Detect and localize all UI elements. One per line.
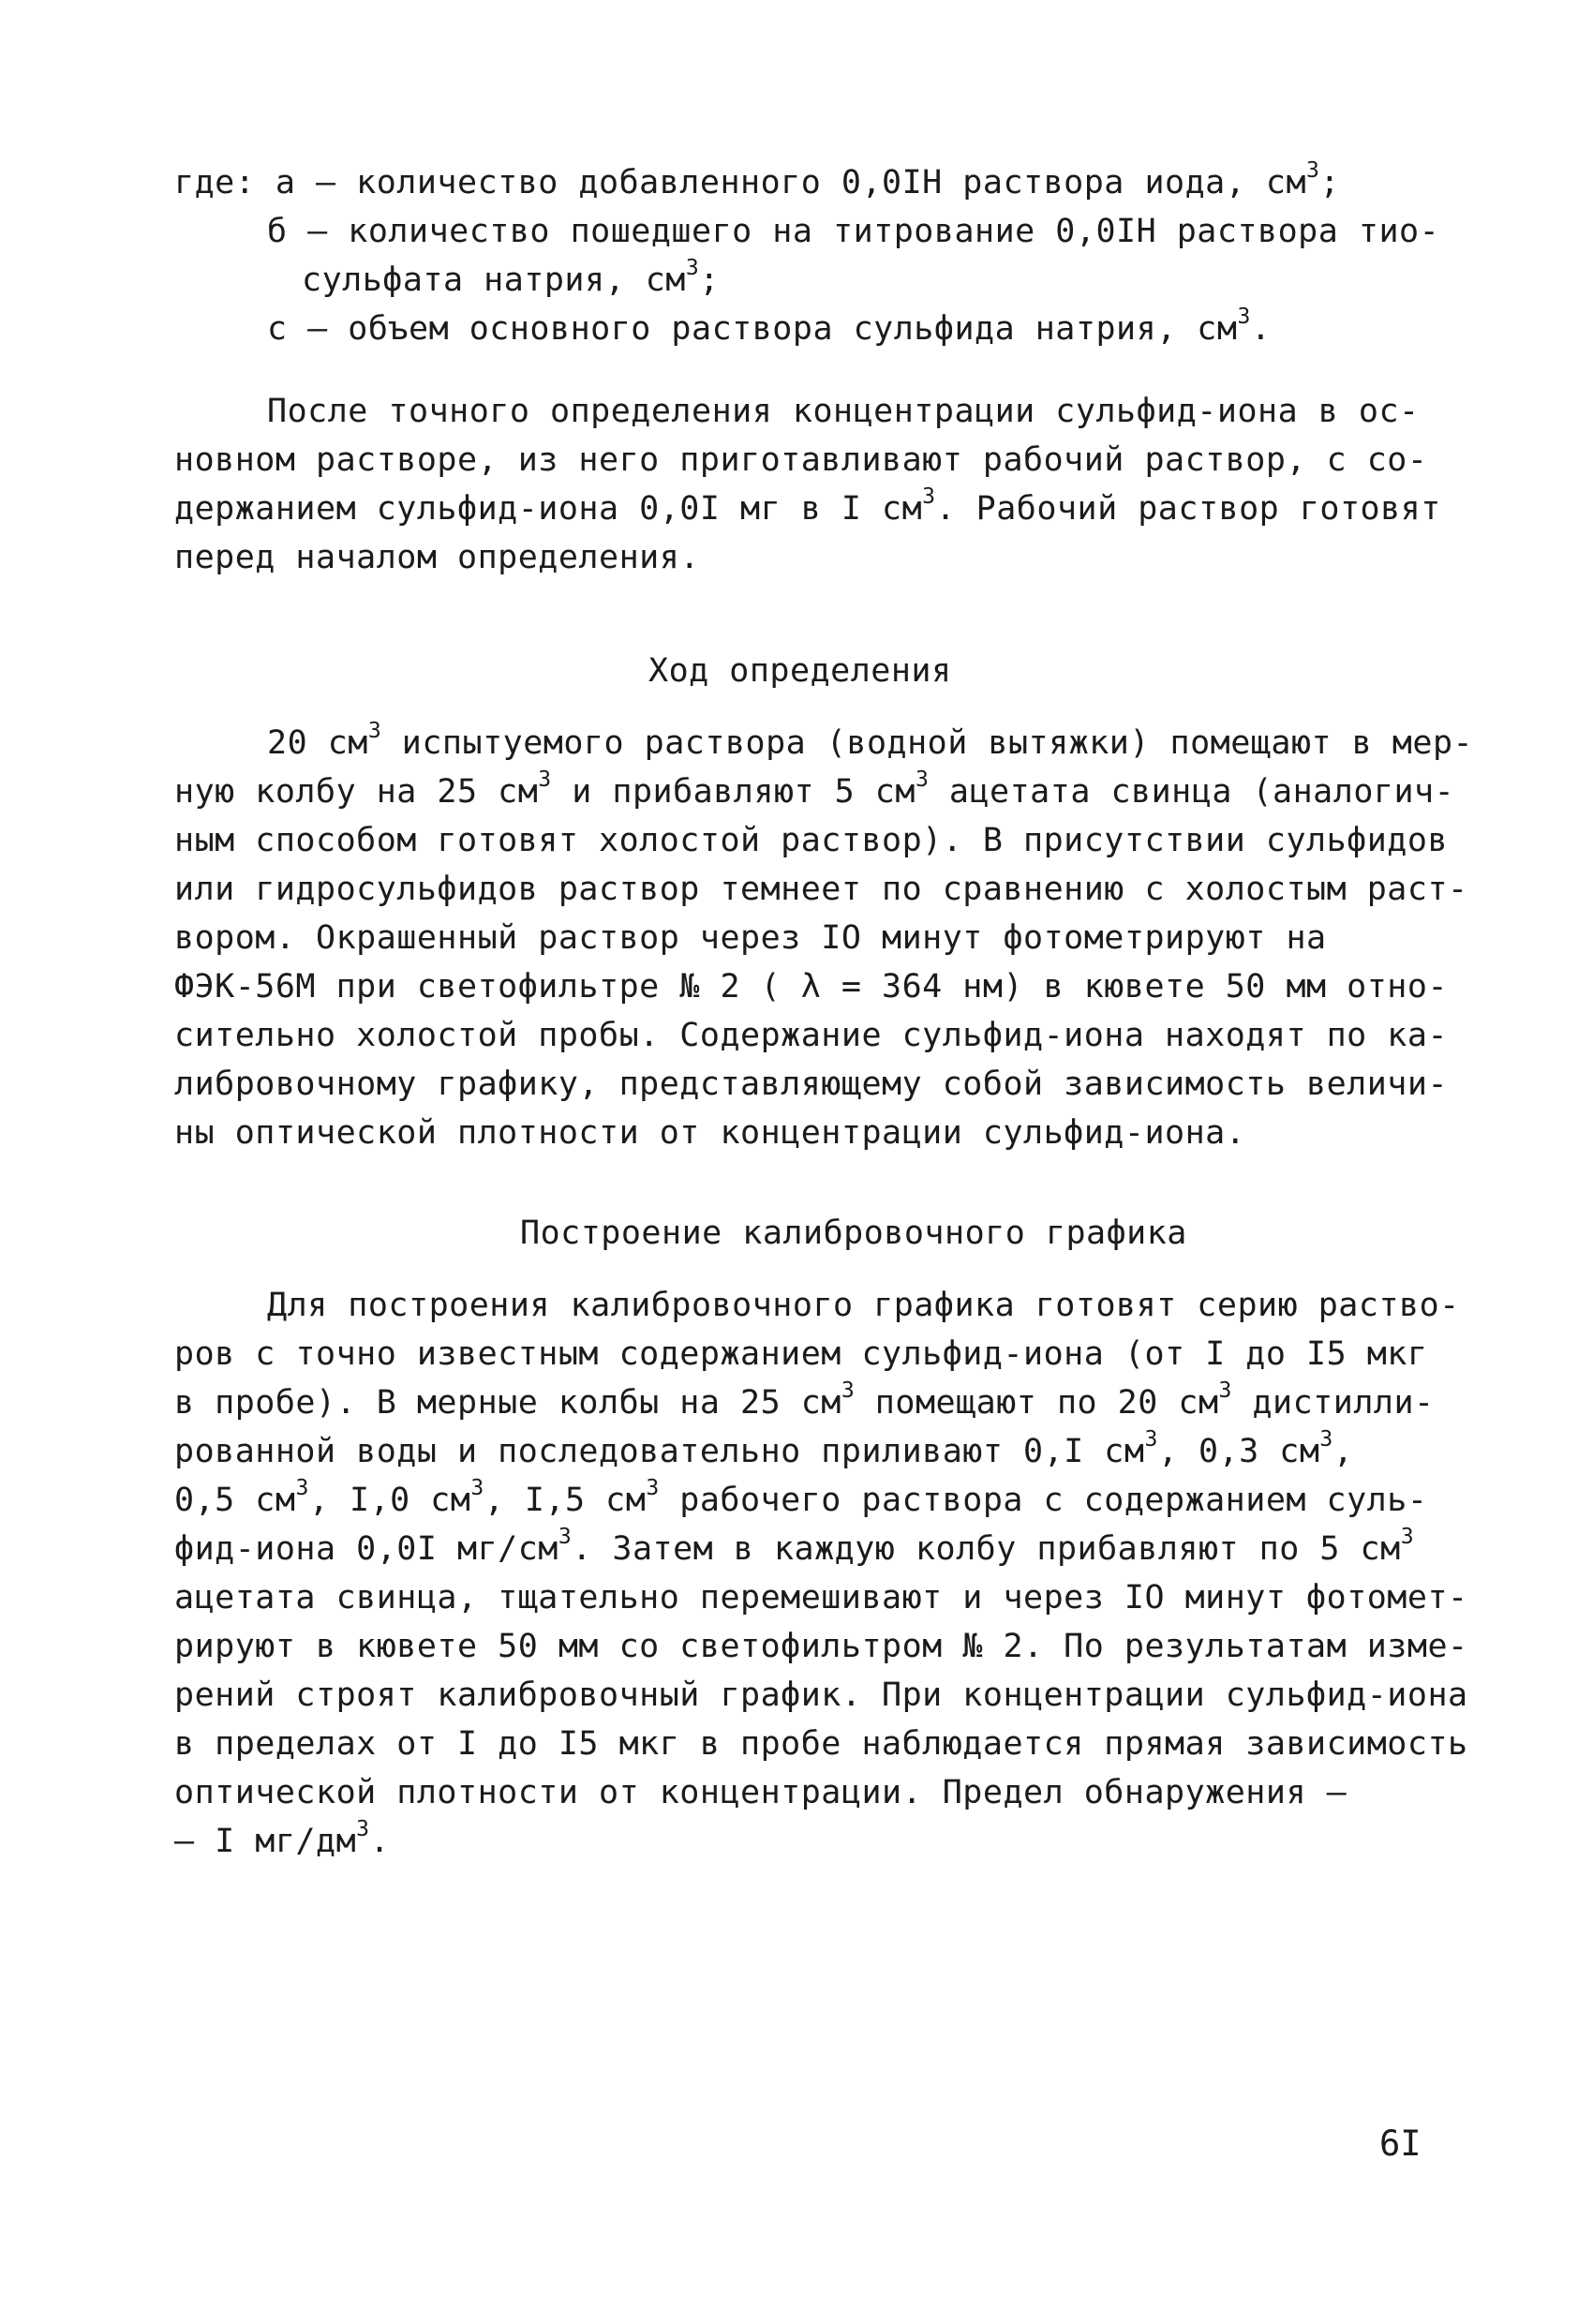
calibration-line-6-middle: . Затем в каждую колбу прибавляют по 5 см <box>572 1530 1401 1568</box>
calibration-line-11: оптической плотности от концентрации. Предел обнаружения – <box>174 1774 1347 1811</box>
superscript: 3 <box>1400 1525 1415 1550</box>
calibration-line-12 <box>174 1817 390 1866</box>
punctuation: . <box>369 1823 391 1860</box>
superscript: 3 <box>470 1476 484 1501</box>
calibration-line-4-end: , <box>1332 1433 1354 1470</box>
calibration-line-12-text: – I мг/дм <box>174 1823 357 1860</box>
procedure-line-2-start: ную колбу на 25 см <box>174 773 539 811</box>
superscript: 3 <box>538 767 552 793</box>
procedure-line-4: или гидросульфидов раствор темнеет по сравнению с холостым раст- <box>174 871 1468 908</box>
intro-line-3-text: держанием сульфид-иона 0,0I мг в I см <box>174 490 923 528</box>
definition-b-text: сульфата натрия, см <box>302 261 686 299</box>
superscript: 3 <box>356 1817 370 1842</box>
definition-c-text: с – объем основного раствора сульфида натрия, см <box>267 310 1238 348</box>
superscript: 3 <box>1218 1378 1232 1404</box>
calibration-line-3 <box>174 1378 1435 1427</box>
calibration-line-6-start: фид-иона 0,0I мг/см <box>174 1530 558 1568</box>
calibration-line-9: рений строят калибровочный график. При концентрации сульфид-иона <box>174 1676 1468 1714</box>
calibration-line-4-middle: , 0,3 см <box>1157 1433 1320 1470</box>
superscript: 3 <box>685 256 700 281</box>
definition-a <box>174 158 1340 207</box>
calibration-line-2: ров с точно известным содержанием сульфид-иона (от I до I5 мкг <box>174 1335 1428 1373</box>
superscript: 3 <box>922 484 936 510</box>
calibration-line-6 <box>174 1525 1414 1573</box>
procedure-line-2-end: ацетата свинца (аналогич- <box>929 773 1455 811</box>
procedure-line-9: ны оптической плотности от концентрации сульфид-иона. <box>174 1114 1246 1152</box>
procedure-line-3: ным способом готовят холостой раствор). В присутствии сульфидов <box>174 822 1449 859</box>
definition-a-text: где: а – количество добавленного 0,0IН раствора иода, см <box>174 164 1307 201</box>
calibration-line-1: Для построения калибровочного графика готовят серию раство- <box>267 1287 1460 1324</box>
procedure-line-1 <box>267 719 1473 767</box>
procedure-line-8: либровочному графику, представляющему собой зависимость величи- <box>174 1065 1449 1103</box>
procedure-line-1-start: 20 см <box>267 724 368 762</box>
calibration-line-5 <box>174 1476 1427 1525</box>
calibration-line-4-start: рованной воды и последовательно приливают 0,I см <box>174 1433 1145 1470</box>
calibration-line-8: рируют в кювете 50 мм со светофильтром № 2. По результатам изме- <box>174 1628 1468 1665</box>
calibration-line-3-start: в пробе). В мерные колбы на 25 см <box>174 1384 841 1422</box>
calibration-line-5-part2: , I,0 см <box>308 1482 471 1519</box>
calibration-line-5-start: 0,5 см <box>174 1482 296 1519</box>
section-heading-procedure: Ход определения <box>648 652 952 690</box>
procedure-line-2-middle: и прибавляют 5 см <box>551 773 916 811</box>
punctuation: . <box>1250 310 1272 348</box>
section-heading-calibration: Построение калибровочного графика <box>520 1214 1187 1252</box>
superscript: 3 <box>841 1378 856 1404</box>
calibration-line-4 <box>174 1427 1353 1476</box>
superscript: 3 <box>1144 1427 1158 1452</box>
calibration-line-10: в пределах от I до I5 мкг в пробе наблюдается прямая зависимость <box>174 1725 1468 1763</box>
page-number: 6I <box>1379 2123 1422 2164</box>
superscript: 3 <box>558 1525 573 1550</box>
intro-line-3 <box>174 484 1441 533</box>
definition-c <box>267 305 1271 353</box>
intro-line-2: новном растворе, из него приготавливают рабочий раствор, с со- <box>174 441 1428 479</box>
calibration-line-3-middle: помещают по 20 см <box>855 1384 1219 1422</box>
procedure-line-5: вором. Окрашенный раствор через IO минут фотометрируют на <box>174 919 1327 957</box>
punctuation: ; <box>699 261 720 299</box>
calibration-line-3-end: дистилли- <box>1231 1384 1435 1422</box>
superscript: 3 <box>295 1476 309 1501</box>
intro-line-4: перед началом определения. <box>174 539 700 576</box>
superscript: 3 <box>1306 158 1320 184</box>
definition-b-line1: б – количество пошедшего на титрование 0,0IН раствора тио- <box>267 213 1440 250</box>
calibration-line-7: ацетата свинца, тщательно перемешивают и через IO минут фотомет- <box>174 1579 1468 1616</box>
calibration-line-5-part3: , I,5 см <box>484 1482 647 1519</box>
procedure-line-6: ФЭК-56М при светофильтре № 2 ( λ = 364 нм) в кювете 50 мм отно- <box>174 968 1449 1006</box>
definition-b-line2 <box>302 256 720 305</box>
superscript: 3 <box>1237 305 1251 330</box>
procedure-line-7: сительно холостой пробы. Содержание сульфид-иона находят по ка- <box>174 1017 1449 1054</box>
intro-line-3-suffix: . Рабочий раствор готовят <box>935 490 1441 528</box>
superscript: 3 <box>367 719 382 744</box>
superscript: 3 <box>915 767 930 793</box>
procedure-line-2 <box>174 767 1454 816</box>
intro-line-1: После точного определения концентрации сульфид-иона в ос- <box>267 393 1420 430</box>
superscript: 3 <box>1319 1427 1333 1452</box>
procedure-line-1-rest: испытуемого раствора (водной вытяжки) помещают в мер- <box>381 724 1474 762</box>
superscript: 3 <box>646 1476 660 1501</box>
punctuation: ; <box>1319 164 1340 201</box>
calibration-line-5-end: рабочего раствора с содержанием суль- <box>659 1482 1428 1519</box>
